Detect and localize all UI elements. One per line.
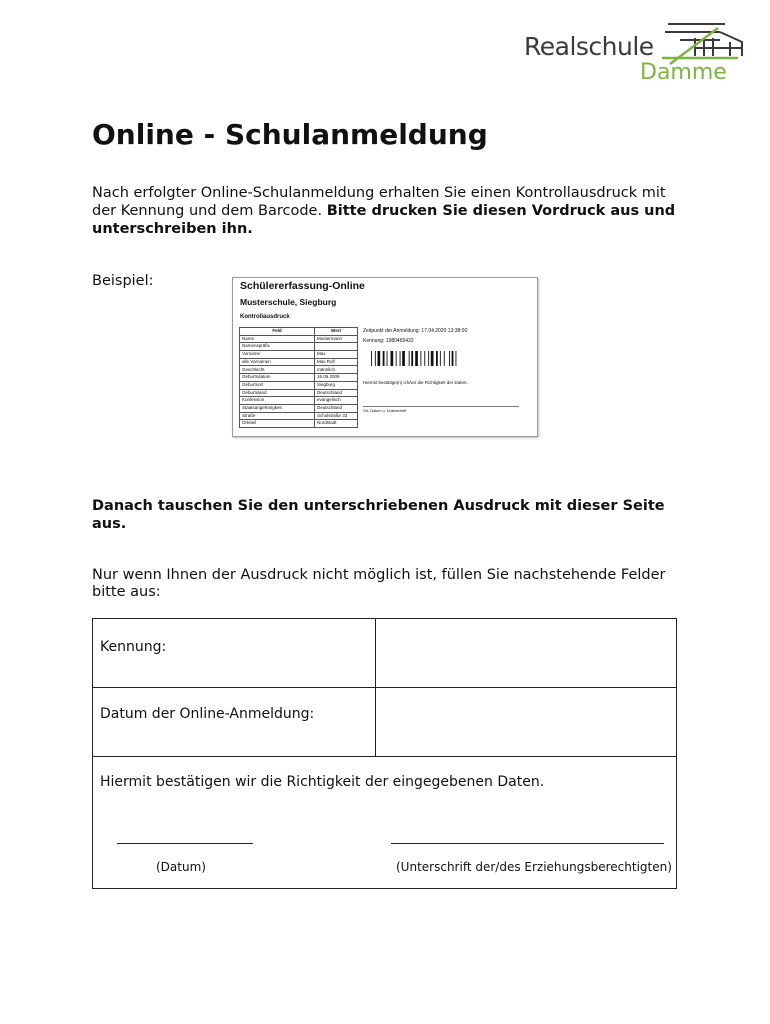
example-field-value: Max (315, 351, 358, 359)
intro-paragraph (92, 184, 692, 238)
example-table-row (240, 358, 358, 366)
example-field-name: Name (240, 335, 315, 343)
logo-text-realschule: Realschule (524, 32, 654, 61)
example-table-header: Wert (315, 328, 358, 336)
fallback-form (92, 618, 677, 889)
example-table-row (240, 366, 358, 374)
barcode-bar (452, 351, 454, 366)
example-field-value: Nordstadt (315, 420, 358, 428)
example-school: Musterschule, Siegburg (240, 297, 337, 307)
example-field-value: männlich (315, 366, 358, 374)
form-row-datum (93, 688, 676, 757)
datum-field[interactable] (376, 688, 676, 756)
example-kennung: Kennung: 1980465432 (363, 338, 414, 344)
example-field-name: Namenspräfix (240, 343, 315, 351)
barcode-bar (387, 351, 388, 366)
barcode-bar (420, 351, 421, 366)
barcode-bar (391, 351, 394, 366)
example-field-value: Deutschland (315, 389, 358, 397)
barcode-bar (415, 351, 418, 366)
intro-bold-text: Bitte drucken Sie diesen Vordruck aus und unterschreiben ihn. (92, 203, 676, 237)
example-field-name: Geburtsland (240, 389, 315, 397)
datum-label: Datum der Online-Anmeldung: (100, 706, 315, 722)
barcode-bar (428, 351, 429, 366)
example-field-name: Geburtsdatum (240, 374, 315, 382)
example-field-value: Deutschland (315, 404, 358, 412)
example-timestamp: Zeitpunkt der Anmeldung: 17.04.2020 13:38:00 (363, 328, 468, 334)
barcode-bar (396, 351, 397, 366)
example-field-value: Siegburg (315, 381, 358, 389)
example-table-row (240, 343, 358, 351)
example-field-value: evangelisch (315, 397, 358, 405)
example-field-value: Mustermann (315, 335, 358, 343)
barcode-icon (371, 351, 483, 366)
exchange-instruction: Danach tauschen Sie den unterschriebenen Ausdruck mit dieser Seite aus. (92, 498, 665, 532)
logo-text-damme: Damme (640, 60, 727, 85)
form-row-kennung (93, 619, 676, 688)
barcode-bar (402, 351, 405, 366)
example-meta (363, 328, 467, 348)
example-printout-image (232, 277, 538, 437)
school-logo (520, 18, 750, 88)
barcode-bar (371, 351, 372, 366)
barcode-bar (378, 351, 381, 366)
example-field-name: Ortsteil (240, 420, 315, 428)
example-table-row (240, 351, 358, 359)
kennung-field[interactable] (376, 619, 676, 687)
example-table-row (240, 404, 358, 412)
example-table-row (240, 420, 358, 428)
example-field-name: Geburtsort (240, 381, 315, 389)
example-field-name: Straße (240, 412, 315, 420)
example-table (239, 327, 358, 428)
date-signature-label: (Datum) (156, 860, 206, 874)
barcode-bar (409, 351, 410, 366)
example-field-name: Geschlecht (240, 366, 315, 374)
example-field-name: Konfession (240, 397, 315, 405)
barcode-bar (456, 351, 457, 366)
example-field-name: alle Vornamen (240, 358, 315, 366)
page-title: Online - Schulanmeldung (92, 118, 488, 151)
example-subtitle: Kontrollausdruck (240, 314, 290, 320)
example-table-row (240, 412, 358, 420)
example-field-value: Schulstraße 33 (315, 412, 358, 420)
fallback-instruction: Nur wenn Ihnen der Ausdruck nicht möglich ist, füllen Sie nachstehende Felder bitte aus: (92, 567, 666, 600)
example-signature-label: Ort, Datum u. Unterschrift (363, 409, 407, 413)
example-title: Schülererfassung-Online (240, 280, 365, 292)
example-field-value: 16.06.2009 (315, 374, 358, 382)
example-signature-line (363, 406, 519, 407)
barcode-bar (400, 351, 401, 366)
kennung-label: Kennung: (100, 639, 167, 655)
example-label: Beispiel: (92, 273, 154, 289)
example-field-value (315, 343, 358, 351)
barcode-bar (431, 351, 434, 366)
guardian-signature-line[interactable] (391, 843, 664, 844)
example-field-value: Max Rolf (315, 358, 358, 366)
example-confirm: Hiermit bestätige(n) ich/wir die Richtigkeit der Daten. (363, 380, 468, 385)
example-table-row (240, 374, 358, 382)
confirm-text: Hiermit bestätigen wir die Richtigkeit der eingegebenen Daten. (100, 774, 545, 790)
example-table-row (240, 381, 358, 389)
barcode-bar (375, 351, 376, 366)
example-table-row (240, 397, 358, 405)
barcode-bar (444, 351, 445, 366)
guardian-signature-label: (Unterschrift der/des Erziehungsberechtigten) (396, 860, 672, 874)
barcode-bar (411, 351, 413, 366)
barcode-bar (449, 351, 450, 366)
barcode-bar (436, 351, 438, 366)
date-signature-line[interactable] (117, 843, 253, 844)
example-field-name: Vorname (240, 351, 315, 359)
example-table-header: Feld (240, 328, 315, 336)
barcode-bar (383, 351, 385, 366)
barcode-bar (440, 351, 441, 366)
example-table-row (240, 335, 358, 343)
intro-text: Nach erfolgter Online-Schulanmeldung erhalten Sie einen Kontrollausdruck mit der Kennung und dem Barcode. (92, 185, 666, 219)
barcode-bar (424, 351, 425, 366)
example-table-row (240, 389, 358, 397)
example-field-name: Staatsangehörigkeit (240, 404, 315, 412)
